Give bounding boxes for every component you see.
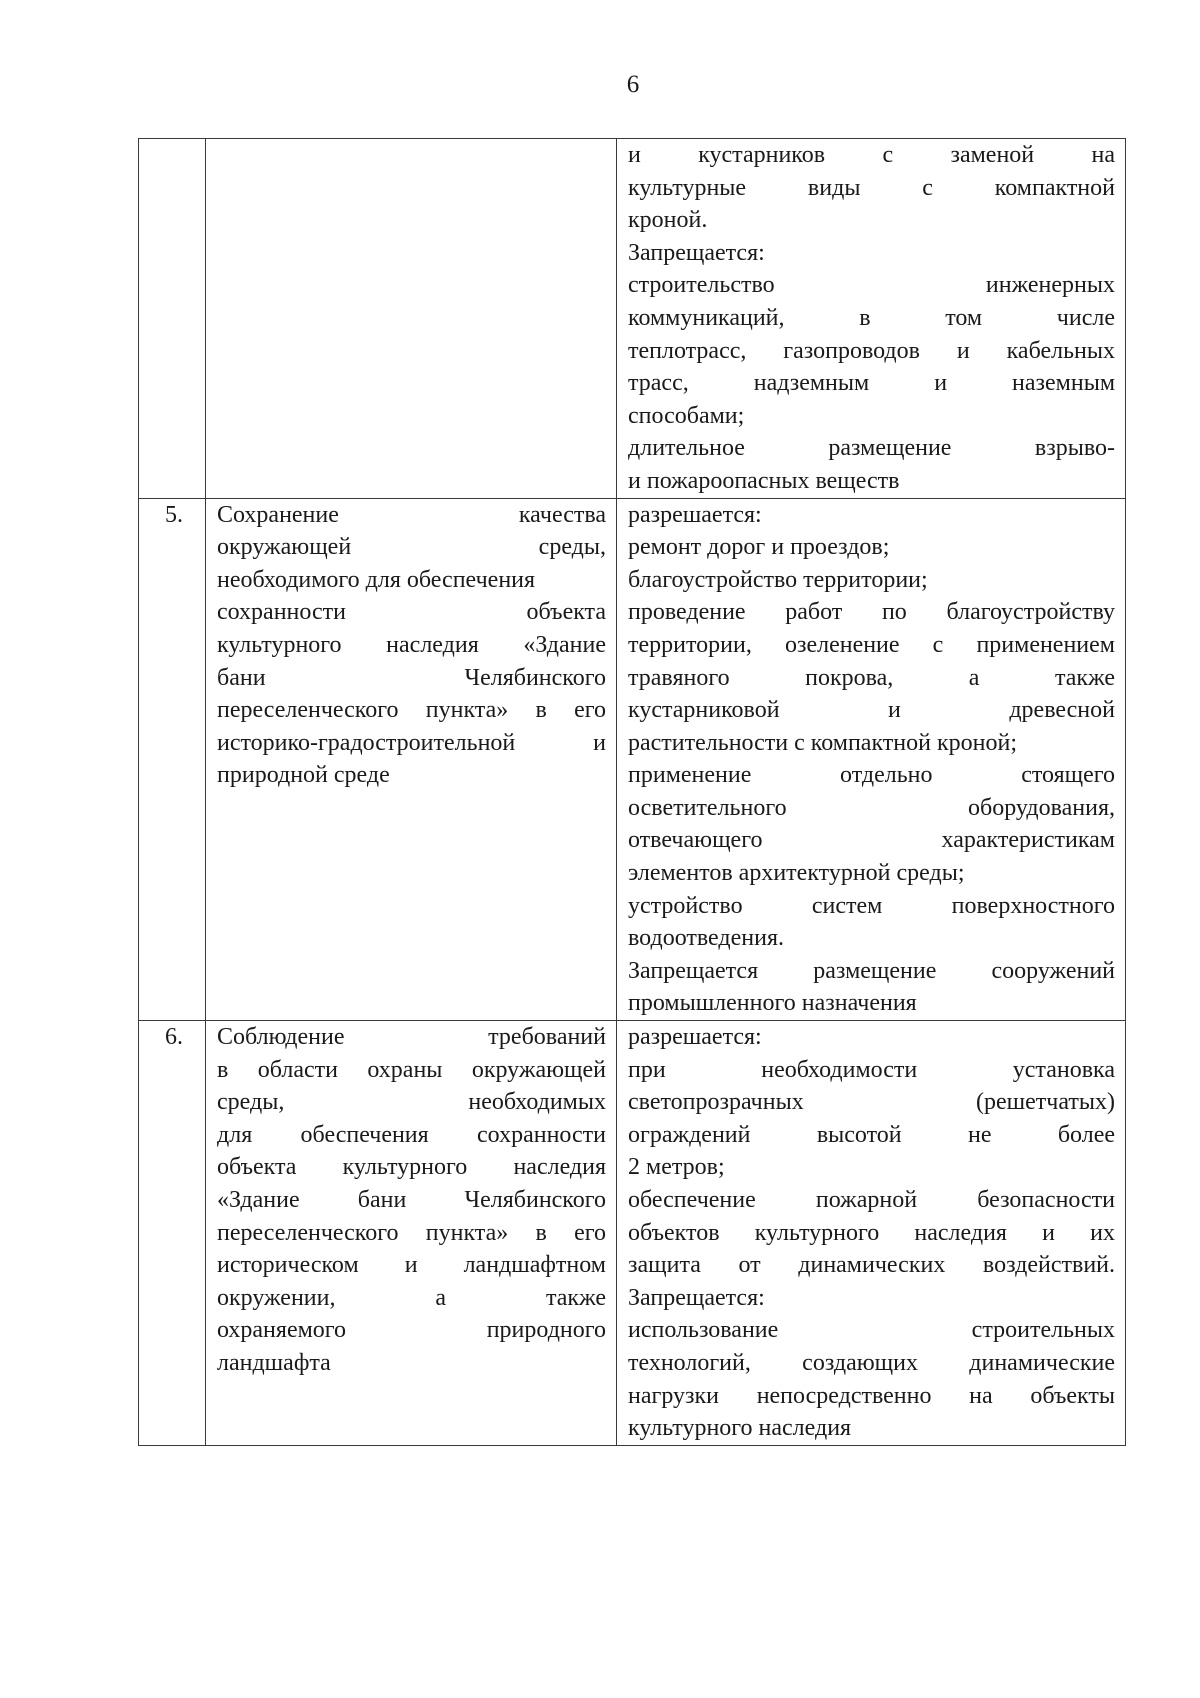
rules-cell bbox=[617, 1021, 1126, 1446]
text-line: объектов культурного наследия и их bbox=[628, 1219, 1115, 1246]
row-number: 5. bbox=[165, 501, 183, 528]
text-line: историко-градостроительной и bbox=[217, 729, 606, 756]
rules-text bbox=[617, 499, 1125, 1021]
row-number: 6. bbox=[165, 1024, 183, 1051]
row-number-cell bbox=[139, 139, 206, 499]
text-line: элементов архитектурной среды; bbox=[628, 860, 965, 887]
text-line: водоотведения. bbox=[628, 925, 784, 952]
table-row bbox=[139, 498, 1126, 1021]
text-line: благоустройство территории; bbox=[628, 566, 928, 593]
goal-cell bbox=[206, 139, 617, 499]
rules-text bbox=[617, 1021, 1125, 1445]
text-line: ограждений высотой не более bbox=[628, 1121, 1115, 1148]
text-line: окружающей среды, bbox=[217, 534, 606, 561]
text-line: Запрещается: bbox=[628, 1284, 765, 1311]
text-line: культурного наследия bbox=[628, 1415, 852, 1442]
text-line: и кустарников с заменой на bbox=[628, 142, 1115, 168]
text-line: при необходимости установка bbox=[628, 1056, 1115, 1083]
text-line: нагрузки непосредственно на объекты bbox=[628, 1382, 1115, 1409]
rules-text bbox=[617, 139, 1125, 498]
text-line: историческом и ландшафтном bbox=[217, 1252, 606, 1279]
text-line: Запрещается размещение сооружений bbox=[628, 957, 1115, 984]
text-line: разрешается: bbox=[628, 501, 762, 528]
text-line: коммуникаций, в том числе bbox=[628, 304, 1115, 331]
text-line: использование строительных bbox=[628, 1317, 1115, 1344]
text-line: культурного наследия «Здание bbox=[217, 631, 606, 658]
text-line: и пожароопасных веществ bbox=[628, 467, 900, 494]
text-line: бани Челябинского bbox=[217, 664, 606, 691]
rules-cell bbox=[617, 498, 1126, 1021]
text-line: Соблюдение требований bbox=[217, 1024, 606, 1051]
text-line: среды, необходимых bbox=[217, 1089, 606, 1116]
text-line: осветительного оборудования, bbox=[628, 794, 1115, 821]
table-row bbox=[139, 139, 1126, 499]
text-line: способами; bbox=[628, 402, 745, 429]
text-line: необходимого для обеспечения bbox=[217, 566, 536, 593]
text-line: охраняемого природного bbox=[217, 1317, 606, 1344]
text-line: применение отдельно стоящего bbox=[628, 762, 1115, 789]
goal-cell bbox=[206, 1021, 617, 1446]
text-line: сохранности объекта bbox=[217, 599, 606, 626]
text-line: кроной. bbox=[628, 207, 708, 234]
text-line: кустарниковой и древесной bbox=[628, 697, 1115, 724]
text-line: технологий, создающих динамические bbox=[628, 1349, 1115, 1376]
text-line: культурные виды с компактной bbox=[628, 174, 1115, 201]
text-line: объекта культурного наследия bbox=[217, 1154, 606, 1181]
table-row bbox=[139, 1021, 1126, 1446]
text-line: травяного покрова, а также bbox=[628, 664, 1115, 691]
row-number-cell bbox=[139, 1021, 206, 1446]
text-line: в области охраны окружающей bbox=[217, 1056, 606, 1083]
text-line: ландшафта bbox=[217, 1349, 331, 1376]
text-line: отвечающего характеристикам bbox=[628, 827, 1115, 854]
text-line: переселенческого пункта» в его bbox=[217, 1219, 606, 1246]
text-line: территории, озеленение с применением bbox=[628, 631, 1115, 658]
text-line: светопрозрачных (решетчатых) bbox=[628, 1089, 1115, 1116]
text-line: строительство инженерных bbox=[628, 272, 1115, 299]
regulations-table bbox=[138, 138, 1126, 1446]
text-line: промышленного назначения bbox=[628, 990, 917, 1017]
text-line: ремонт дорог и проездов; bbox=[628, 534, 890, 561]
text-line: «Здание бани Челябинского bbox=[217, 1187, 606, 1213]
text-line: Запрещается: bbox=[628, 239, 765, 266]
text-line: переселенческого пункта» в его bbox=[217, 697, 606, 724]
text-line: для обеспечения сохранности bbox=[217, 1121, 606, 1148]
text-line: 2 метров; bbox=[628, 1154, 725, 1181]
text-line: трасс, надземным и наземным bbox=[628, 370, 1115, 397]
text-line: защита от динамических воздействий. bbox=[628, 1252, 1115, 1279]
goal-cell bbox=[206, 498, 617, 1021]
text-line: окружении, а также bbox=[217, 1284, 606, 1311]
goal-text bbox=[206, 1021, 616, 1380]
text-line: разрешается: bbox=[628, 1024, 762, 1051]
text-line: растительности с компактной кроной; bbox=[628, 729, 1017, 756]
text-line: длительное размещение взрыво- bbox=[628, 435, 1115, 462]
row-number-cell bbox=[139, 498, 206, 1021]
rules-cell bbox=[617, 139, 1126, 499]
text-line: Сохранение качества bbox=[217, 501, 606, 528]
page-number: 6 bbox=[626, 71, 640, 98]
text-line: проведение работ по благоустройству bbox=[628, 599, 1115, 626]
goal-text bbox=[206, 499, 616, 792]
text-line: устройство систем поверхностного bbox=[628, 892, 1115, 919]
text-line: природной среде bbox=[217, 762, 390, 789]
text-line: обеспечение пожарной безопасности bbox=[628, 1187, 1115, 1213]
text-line: теплотрасс, газопроводов и кабельных bbox=[628, 337, 1115, 364]
